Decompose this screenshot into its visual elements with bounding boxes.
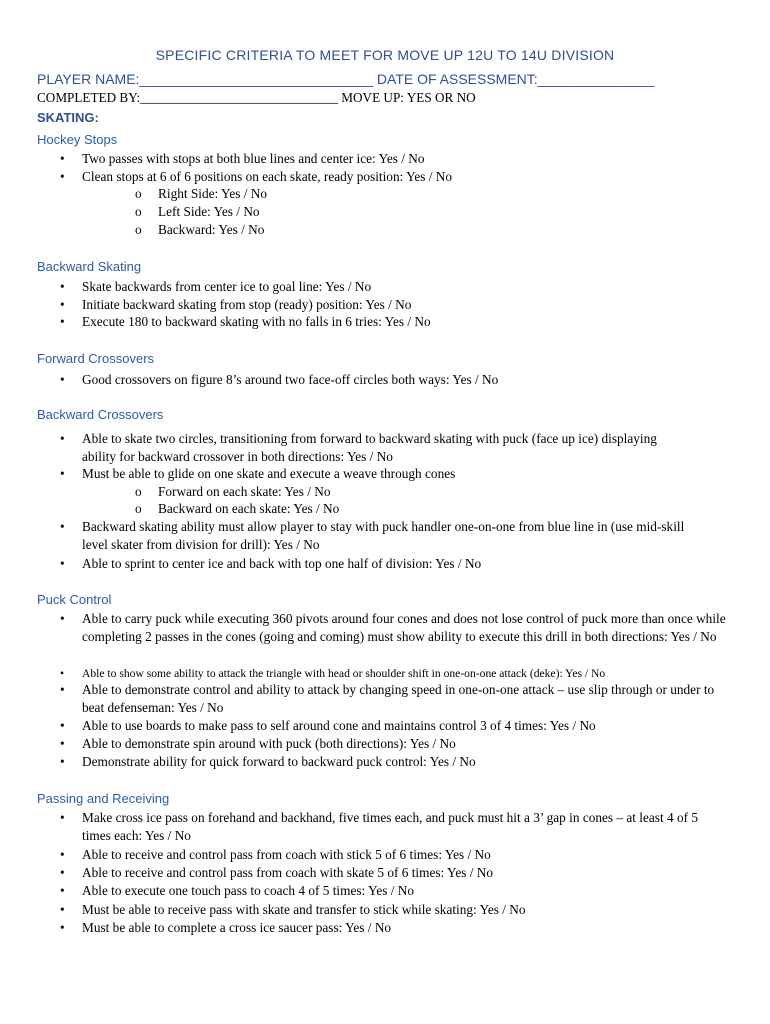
list-item: • Good crossovers on figure 8’s around two face-off circles both ways: Yes / No (60, 372, 499, 387)
sub-list-item: o Backward: Yes / No (135, 222, 265, 237)
list-item: • Able to demonstrate spin around with puck (both directions): Yes / No (60, 736, 456, 751)
bullet-icon: • (60, 847, 65, 862)
bullet-icon: • (60, 519, 65, 534)
bullet-icon: • (60, 736, 65, 751)
bullet-icon: • (60, 682, 65, 697)
completed-by-line: COMPLETED BY:______________________________ MOVE UP: YES OR NO (37, 90, 476, 105)
bullet-icon: • (60, 169, 65, 184)
list-item: • Initiate backward skating from stop (ready) position: Yes / No (60, 297, 412, 312)
list-item: • Able to sprint to center ice and back with top one half of division: Yes / No (60, 556, 482, 571)
bullet-icon: • (60, 611, 65, 626)
bullet-icon: • (60, 466, 65, 481)
list-item: • Skate backwards from center ice to goal line: Yes / No (60, 279, 372, 294)
bullet-icon: • (60, 151, 65, 166)
bullet-icon: • (60, 865, 65, 880)
circle-bullet-icon: o (135, 501, 142, 516)
sub-list-item: o Forward on each skate: Yes / No (135, 484, 331, 499)
list-item: • Able to receive and control pass from coach with stick 5 of 6 times: Yes / No (60, 847, 491, 862)
list-item: • Able to carry puck while executing 360 pivots around four cones and does not lose control of puck more than once while completing 2 passes in the cones (going and coming) must show ability to execute this drill in both directions: Yes / No (60, 611, 726, 644)
sub-list-item: o Left Side: Yes / No (135, 204, 260, 219)
bullet-icon: • (60, 810, 65, 825)
section-title-hockey-stops: Hockey Stops (37, 132, 118, 147)
list-item: • Must be able to receive pass with skate and transfer to stick while skating: Yes / No (60, 902, 526, 917)
list-item: • Backward skating ability must allow player to stay with puck handler one-on-one from blue line in (use mid-skill level skater from division for drill): Yes / No (60, 519, 685, 552)
document-title: SPECIFIC CRITERIA TO MEET FOR MOVE UP 12U TO 14U DIVISION (155, 47, 615, 63)
player-name-date-line: PLAYER NAME:______________________________ DATE OF ASSESSMENT:_______________ (37, 71, 655, 87)
list-item: • Able to execute one touch pass to coach 4 of 5 times: Yes / No (60, 883, 414, 898)
bullet-icon: • (60, 372, 65, 387)
list-item: • Must be able to complete a cross ice saucer pass: Yes / No (60, 920, 392, 935)
section-title-backward-skating: Backward Skating (37, 259, 142, 274)
list-item: • Make cross ice pass on forehand and backhand, five times each, and puck must hit a 3’ gap in cones – at least 4 of 5 times each: Yes / No (60, 810, 699, 843)
list-item: • Execute 180 to backward skating with no falls in 6 tries: Yes / No (60, 314, 431, 329)
bullet-icon: • (60, 667, 65, 680)
section-title-puck-control: Puck Control (37, 592, 112, 607)
bullet-icon: • (60, 754, 65, 769)
list-item: • Demonstrate ability for quick forward to backward puck control: Yes / No (60, 754, 476, 769)
section-title-forward-crossovers: Forward Crossovers (37, 351, 155, 366)
list-item: • Clean stops at 6 of 6 positions on each skate, ready position: Yes / No (60, 169, 453, 184)
bullet-icon: • (60, 920, 65, 935)
list-item: • Able to receive and control pass from coach with skate 5 of 6 times: Yes / No (60, 865, 494, 880)
circle-bullet-icon: o (135, 186, 142, 201)
sub-list-item: o Right Side: Yes / No (135, 186, 267, 201)
section-title-backward-crossovers: Backward Crossovers (37, 407, 164, 422)
circle-bullet-icon: o (135, 222, 142, 237)
circle-bullet-icon: o (135, 204, 142, 219)
bullet-icon: • (60, 431, 65, 446)
bullet-icon: • (60, 279, 65, 294)
circle-bullet-icon: o (135, 484, 142, 499)
sub-list-item: o Backward on each skate: Yes / No (135, 501, 340, 516)
list-item: • Able to show some ability to attack the triangle with head or shoulder shift in one-on-one attack (deke): Yes / No (82, 665, 730, 683)
list-item: • Two passes with stops at both blue lines and center ice: Yes / No (60, 151, 425, 166)
section-title-passing-receiving: Passing and Receiving (37, 791, 170, 806)
list-item: • Must be able to glide on one skate and execute a weave through cones (60, 466, 456, 481)
bullet-icon: • (60, 556, 65, 571)
bullet-icon: • (60, 718, 65, 733)
bullet-icon: • (60, 902, 65, 917)
list-item: • Able to use boards to make pass to self around cone and maintains control 3 of 4 times: Yes / No (60, 718, 596, 733)
skating-heading: SKATING: (37, 110, 99, 125)
bullet-icon: • (60, 297, 65, 312)
bullet-icon: • (60, 883, 65, 898)
list-item: • Able to demonstrate control and ability to attack by changing speed in one-on-one attack – use slip through or under to beat defenseman: Yes / No (60, 682, 715, 715)
list-item: • Able to skate two circles, transitioning from forward to backward skating with puck (face up ice) displaying ability for backward crossover in both directions: Yes / No (60, 431, 657, 464)
bullet-icon: • (60, 314, 65, 329)
